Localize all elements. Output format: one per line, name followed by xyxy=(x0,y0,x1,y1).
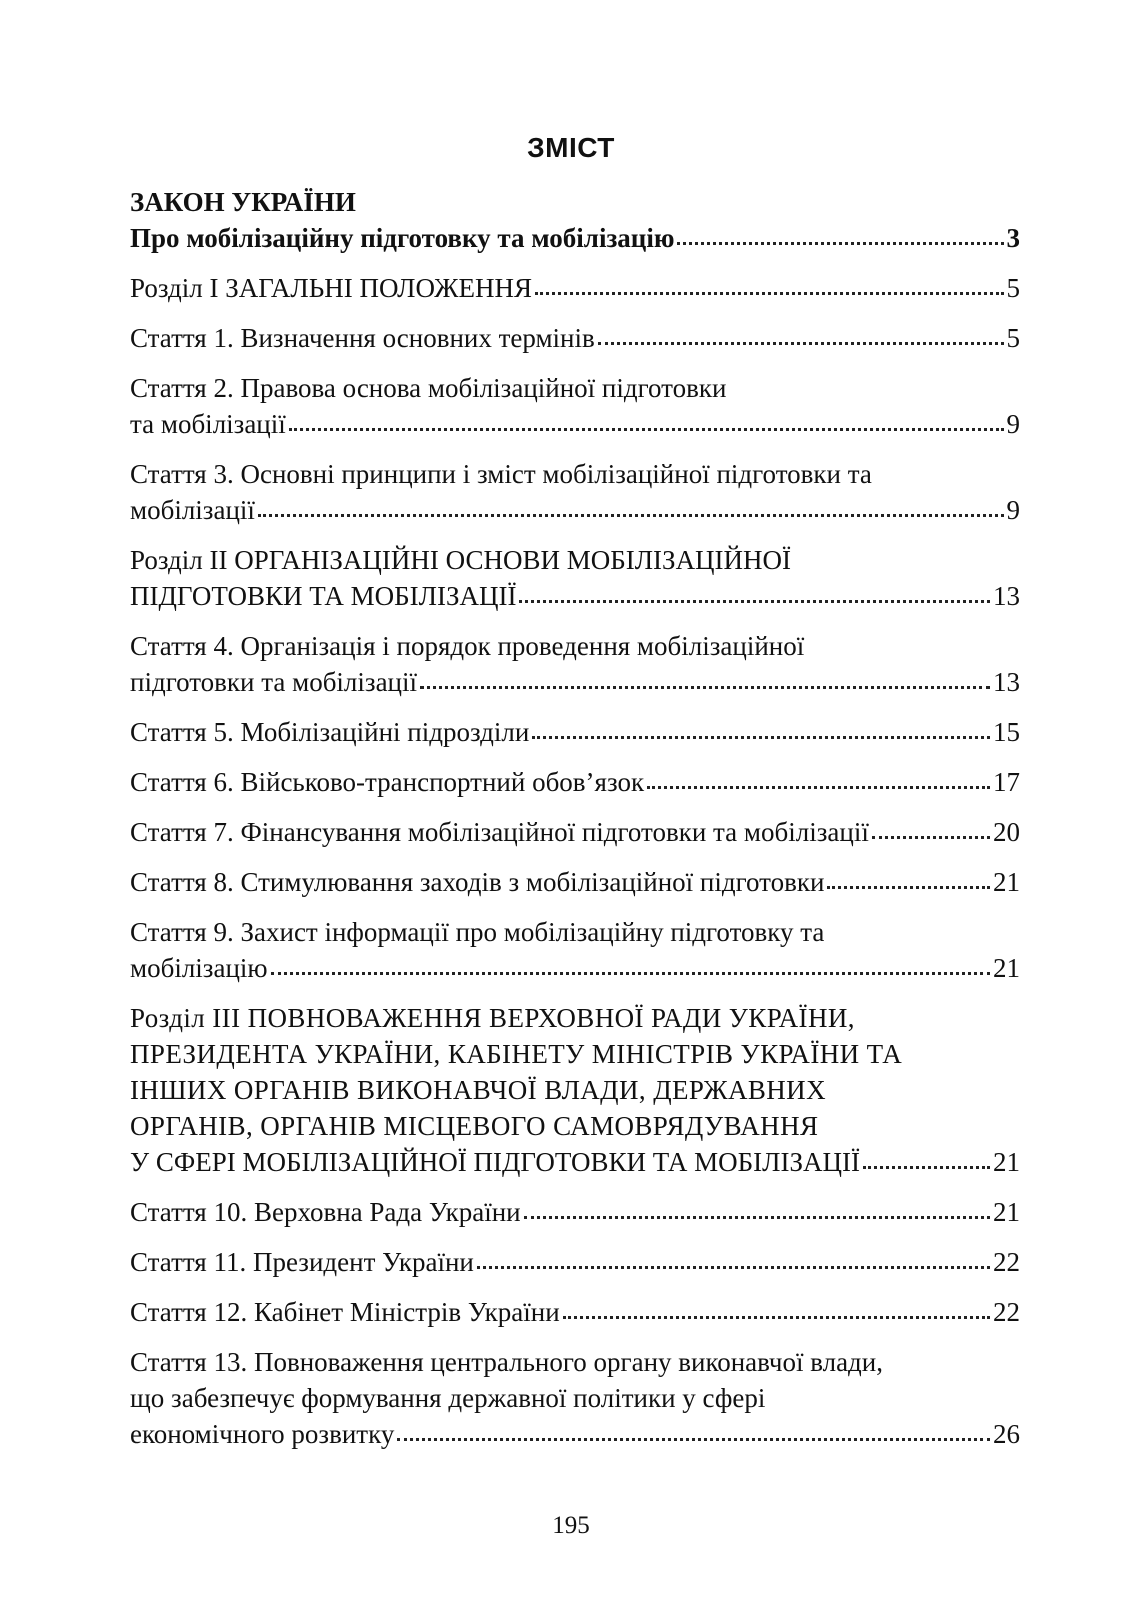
toc-entry-page: 21 xyxy=(993,867,1020,897)
toc-entry-last-line xyxy=(130,1294,1020,1330)
toc-entry xyxy=(130,1000,1020,1180)
toc-entry-page: 13 xyxy=(993,667,1020,697)
page-number: 195 xyxy=(552,1512,590,1539)
toc-entry xyxy=(130,1344,1020,1452)
dot-leader xyxy=(397,1438,990,1441)
dot-leader xyxy=(420,686,990,689)
toc-entry-last-line xyxy=(130,664,1020,700)
toc-entry xyxy=(130,270,1020,306)
toc-entry-page: 9 xyxy=(1006,495,1020,525)
toc-entry-page: 9 xyxy=(1006,409,1020,439)
toc-entry-page: 22 xyxy=(993,1247,1020,1277)
toc-entry-last-line xyxy=(130,1416,1020,1452)
toc-entry-page: 26 xyxy=(993,1419,1020,1449)
dot-leader xyxy=(524,1216,990,1219)
toc-entry xyxy=(130,814,1020,850)
toc-entry xyxy=(130,1294,1020,1330)
toc-entry-line: ПРЕЗИДЕНТА УКРАЇНИ, КАБІНЕТУ МІНІСТРІВ УКРАЇНИ ТА xyxy=(130,1039,903,1069)
toc-entry-line: ОРГАНІВ, ОРГАНІВ МІСЦЕВОГО САМОВРЯДУВАННЯ xyxy=(130,1111,819,1141)
toc-entry-line: Розділ II ОРГАНІЗАЦІЙНІ ОСНОВИ МОБІЛІЗАЦІЙНОЇ xyxy=(130,545,792,575)
dot-leader xyxy=(647,786,990,789)
toc-entry-line: Розділ III ПОВНОВАЖЕННЯ ВЕРХОВНОЇ РАДИ УКРАЇНИ, xyxy=(130,1003,855,1033)
toc-entry-page: 5 xyxy=(1006,323,1020,353)
toc-entry-line: ІНШИХ ОРГАНІВ ВИКОНАВЧОЇ ВЛАДИ, ДЕРЖАВНИХ xyxy=(130,1075,826,1105)
toc-entry-last-line xyxy=(130,814,1020,850)
toc-entry-text: Стаття 11. Президент України xyxy=(130,1247,474,1277)
toc-entry-last-line xyxy=(130,764,1020,800)
toc-entry-text: Стаття 6. Військово-транспортний обов’язок xyxy=(130,767,645,797)
toc-entries xyxy=(130,220,1020,1452)
dot-leader xyxy=(477,1266,990,1269)
toc-entry-text: Стаття 12. Кабінет Міністрів України xyxy=(130,1297,560,1327)
toc-entry-last-line xyxy=(130,406,1020,442)
toc-entry-page: 21 xyxy=(993,1147,1020,1177)
toc-entry xyxy=(130,220,1020,256)
toc-entry-text: Стаття 8. Стимулювання заходів з мобілізаційної підготовки xyxy=(130,867,825,897)
toc-entry-line: Стаття 13. Повноваження центрального органу виконавчої влади, xyxy=(130,1347,883,1377)
toc-entry-last-line xyxy=(130,864,1020,900)
toc-entry-page: 13 xyxy=(993,581,1020,611)
dot-leader xyxy=(532,736,990,739)
toc-entry xyxy=(130,628,1020,700)
toc-entry-text: та мобілізації xyxy=(130,409,286,439)
toc-entry xyxy=(130,764,1020,800)
dot-leader xyxy=(535,292,1004,295)
toc-entry-last-line xyxy=(130,1144,1020,1180)
toc-entry-line: Стаття 4. Організація і порядок проведення мобілізаційної xyxy=(130,631,805,661)
toc-entry-text: Розділ I ЗАГАЛЬНІ ПОЛОЖЕННЯ xyxy=(130,273,532,303)
toc-entry-text: У СФЕРІ МОБІЛІЗАЦІЙНОЇ ПІДГОТОВКИ ТА МОБІЛІЗАЦІЇ xyxy=(130,1147,860,1177)
toc-entry xyxy=(130,1244,1020,1280)
toc-entry-page: 17 xyxy=(993,767,1020,797)
toc-entry-page: 5 xyxy=(1006,273,1020,303)
toc-entry-last-line xyxy=(130,578,1020,614)
toc-entry xyxy=(130,456,1020,528)
toc-entry-last-line xyxy=(130,270,1020,306)
toc-entry-line: що забезпечує формування державної політики у сфері xyxy=(130,1383,766,1413)
toc-entry-last-line xyxy=(130,1244,1020,1280)
toc-entry-page: 15 xyxy=(993,717,1020,747)
toc-entry-text: Стаття 10. Верховна Рада України xyxy=(130,1197,521,1227)
toc-entry-page: 21 xyxy=(993,953,1020,983)
toc-entry-page: 22 xyxy=(993,1297,1020,1327)
toc-entry-last-line xyxy=(130,220,1020,256)
toc-entry xyxy=(130,864,1020,900)
dot-leader xyxy=(258,514,1004,517)
toc-entry-text: мобілізацію xyxy=(130,953,268,983)
toc-entry-text: ПІДГОТОВКИ ТА МОБІЛІЗАЦІЇ xyxy=(130,581,517,611)
toc-entry-line: Стаття 3. Основні принципи і зміст мобілізаційної підготовки та xyxy=(130,459,872,489)
toc-entry-text: економічного розвитку xyxy=(130,1419,395,1449)
toc-entry xyxy=(130,370,1020,442)
toc-entry xyxy=(130,542,1020,614)
toc-entry-text: Стаття 5. Мобілізаційні підрозділи xyxy=(130,717,530,747)
dot-leader xyxy=(863,1166,990,1169)
toc-entry-last-line xyxy=(130,320,1020,356)
toc-entry-line: Стаття 2. Правова основа мобілізаційної підготовки xyxy=(130,373,727,403)
toc-entry xyxy=(130,914,1020,986)
law-heading: ЗАКОН УКРАЇНИ xyxy=(130,187,356,217)
dot-leader xyxy=(827,886,990,889)
toc-entry-page: 20 xyxy=(993,817,1020,847)
toc-entry xyxy=(130,1194,1020,1230)
toc-entry-last-line xyxy=(130,950,1020,986)
dot-leader xyxy=(677,242,1003,245)
toc-entry xyxy=(130,714,1020,750)
dot-leader xyxy=(519,600,990,603)
dot-leader xyxy=(563,1316,990,1319)
toc-entry-text: мобілізації xyxy=(130,495,255,525)
toc-entry-text: Стаття 7. Фінансування мобілізаційної підготовки та мобілізації xyxy=(130,817,869,847)
toc-entry-line: Стаття 9. Захист інформації про мобілізаційну підготовку та xyxy=(130,917,825,947)
toc-title: ЗМІСТ xyxy=(527,132,615,163)
toc-entry xyxy=(130,320,1020,356)
toc-entry-last-line xyxy=(130,492,1020,528)
toc-entry-last-line xyxy=(130,714,1020,750)
dot-leader xyxy=(289,428,1004,431)
dot-leader xyxy=(598,342,1004,345)
dot-leader xyxy=(872,836,990,839)
toc-entry-text: Про мобілізаційну підготовку та мобілізацію xyxy=(130,223,675,253)
toc-entry-text: Стаття 1. Визначення основних термінів xyxy=(130,323,595,353)
toc-entry-page: 21 xyxy=(993,1197,1020,1227)
toc-entry-page: 3 xyxy=(1006,223,1020,253)
toc-entry-last-line xyxy=(130,1194,1020,1230)
toc-entry-text: підготовки та мобілізації xyxy=(130,667,418,697)
table-of-contents xyxy=(130,184,1020,1452)
dot-leader xyxy=(271,972,990,975)
